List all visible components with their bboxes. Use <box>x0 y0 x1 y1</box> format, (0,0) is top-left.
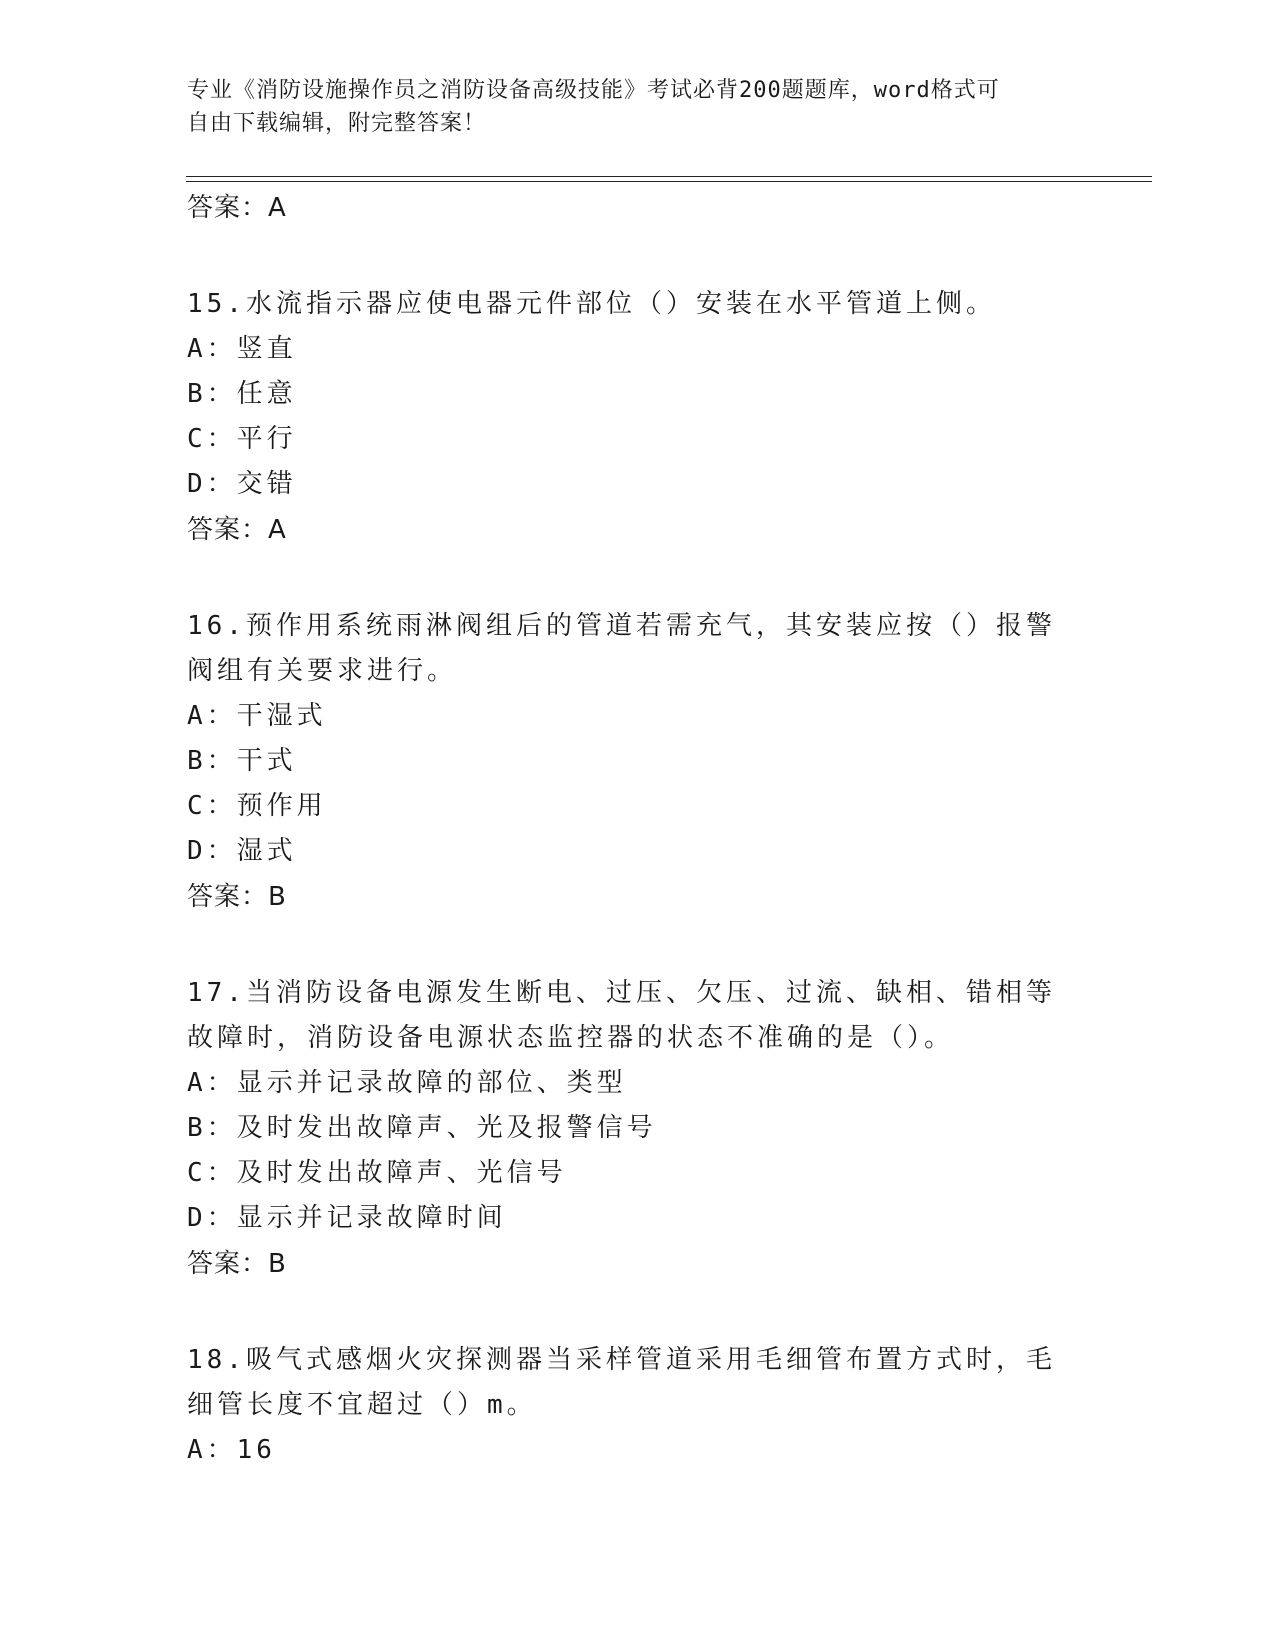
previous-answer: 答案：A <box>187 193 287 223</box>
header-divider-top <box>186 176 1152 177</box>
option-a: A：显示并记录故障的部位、类型 <box>187 1068 627 1098</box>
question-17 <box>187 971 1087 1287</box>
question-answer: 答案：A <box>187 515 287 545</box>
document-header <box>187 74 1067 140</box>
option-b: B：任意 <box>187 379 297 409</box>
option-a: A：竖直 <box>187 334 297 364</box>
question-15 <box>187 282 1087 553</box>
option-d: D：交错 <box>187 469 297 499</box>
question-stem: 16.预作用系统雨淋阀组后的管道若需充气，其安装应按（）报警阀组有关要求进行。 <box>187 611 1056 686</box>
header-line-2: 自由下载编辑，附完整答案！ <box>187 111 487 136</box>
header-line-1: 专业《消防设施操作员之消防设备高级技能》考试必背200题题库，word格式可 <box>187 78 1000 103</box>
question-answer: 答案：B <box>187 1249 287 1279</box>
question-stem: 18.吸气式感烟火灾探测器当采样管道采用毛细管布置方式时，毛细管长度不宜超过（）m。 <box>187 1345 1056 1420</box>
option-d: D：湿式 <box>187 836 297 866</box>
question-stem: 15.水流指示器应使电器元件部位（）安装在水平管道上侧。 <box>187 289 996 319</box>
header-divider-bottom <box>186 181 1152 182</box>
question-stem: 17.当消防设备电源发生断电、过压、欠压、过流、缺相、错相等故障时，消防设备电源状态监控器的状态不准确的是（）。 <box>187 978 1056 1053</box>
question-18 <box>187 1338 1087 1473</box>
question-list <box>187 185 1087 1473</box>
option-c: C：及时发出故障声、光信号 <box>187 1158 567 1188</box>
option-b: B：干式 <box>187 746 297 776</box>
option-a: A：干湿式 <box>187 701 327 731</box>
option-b: B：及时发出故障声、光及报警信号 <box>187 1113 657 1143</box>
option-c: C：预作用 <box>187 791 327 821</box>
option-d: D：显示并记录故障时间 <box>187 1203 507 1233</box>
question-16 <box>187 604 1087 920</box>
option-a: A：16 <box>187 1435 276 1465</box>
question-answer: 答案：B <box>187 882 287 912</box>
option-c: C：平行 <box>187 424 297 454</box>
